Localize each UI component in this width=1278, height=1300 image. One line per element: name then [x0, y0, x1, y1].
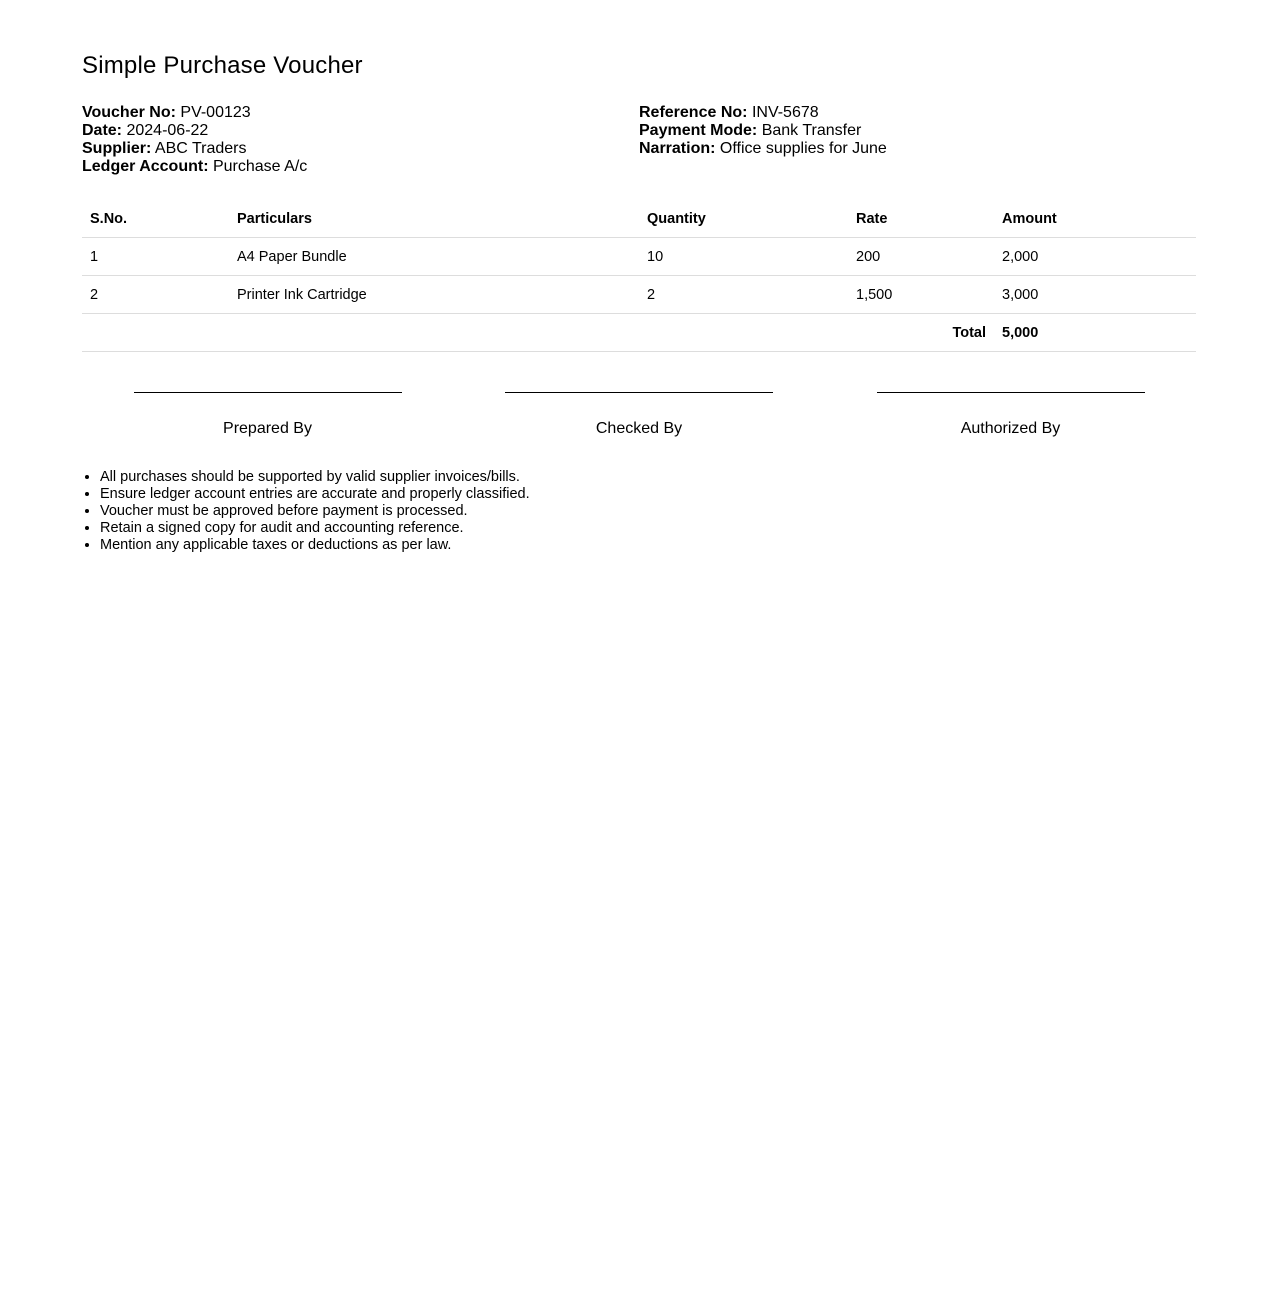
ledger-account-field: [82, 158, 639, 176]
signature-line: [134, 392, 402, 393]
signature-prepared-by: [82, 392, 453, 438]
cell-rate: 200: [848, 238, 994, 276]
signature-section: [82, 392, 1196, 438]
voucher-details-left: [82, 104, 639, 176]
cell-sno: 1: [82, 238, 229, 276]
cell-quantity: 2: [639, 276, 848, 314]
voucher-no-field: [82, 104, 639, 122]
column-header-rate: Rate: [848, 200, 994, 238]
total-row: [82, 314, 1196, 352]
voucher-details-right: [639, 104, 1196, 176]
notes-list: [82, 469, 1196, 554]
column-header-sno: S.No.: [82, 200, 229, 238]
field-value: Bank Transfer: [761, 122, 862, 139]
field-value: PV-00123: [180, 104, 251, 121]
cell-rate: 1,500: [848, 276, 994, 314]
field-label: Reference No:: [639, 104, 748, 121]
signature-authorized-by: [825, 392, 1196, 438]
signature-line: [505, 392, 773, 393]
cell-quantity: 10: [639, 238, 848, 276]
table-row: [82, 238, 1196, 276]
page-title: Simple Purchase Voucher: [82, 52, 363, 79]
list-item: • Mention any applicable taxes or deductions as per law.: [100, 537, 1196, 554]
field-value: Office supplies for June: [719, 140, 887, 157]
field-value: Purchase A/c: [212, 158, 308, 175]
signature-line: [877, 392, 1145, 393]
field-label: Voucher No:: [82, 104, 176, 121]
signature-checked-by: [454, 392, 825, 438]
list-item: • Ensure ledger account entries are accurate and properly classified.: [100, 486, 1196, 503]
column-header-particulars: Particulars: [229, 200, 639, 238]
payment-mode-field: [639, 122, 1196, 140]
voucher-details: [82, 104, 1196, 176]
cell-sno: 2: [82, 276, 229, 314]
column-header-amount: Amount: [994, 200, 1196, 238]
table-row: [82, 276, 1196, 314]
list-item: • Retain a signed copy for audit and accounting reference.: [100, 520, 1196, 537]
cell-particulars: Printer Ink Cartridge: [229, 276, 639, 314]
field-value: 2024-06-22: [126, 122, 209, 139]
field-value: ABC Traders: [154, 140, 247, 157]
field-value: INV-5678: [751, 104, 819, 121]
cell-particulars: A4 Paper Bundle: [229, 238, 639, 276]
field-label: Date:: [82, 122, 123, 139]
total-label: Total: [82, 314, 994, 352]
field-label: Payment Mode:: [639, 122, 758, 139]
list-item: • Voucher must be approved before payment is processed.: [100, 503, 1196, 520]
total-value: 5,000: [994, 314, 1196, 352]
table-header-row: [82, 200, 1196, 238]
items-table: [82, 200, 1196, 352]
reference-no-field: [639, 104, 1196, 122]
voucher-page: [0, 0, 1278, 554]
cell-amount: 2,000: [994, 238, 1196, 276]
field-label: Ledger Account:: [82, 158, 209, 175]
column-header-quantity: Quantity: [639, 200, 848, 238]
cell-amount: 3,000: [994, 276, 1196, 314]
narration-field: [639, 140, 1196, 158]
signature-label: Checked By: [595, 420, 683, 437]
list-item: • All purchases should be supported by valid supplier invoices/bills.: [100, 469, 1196, 486]
field-label: Supplier:: [82, 140, 152, 157]
supplier-field: [82, 140, 639, 158]
field-label: Narration:: [639, 140, 716, 157]
signature-label: Prepared By: [223, 420, 312, 437]
signature-label: Authorized By: [960, 420, 1061, 437]
date-field: [82, 122, 639, 140]
